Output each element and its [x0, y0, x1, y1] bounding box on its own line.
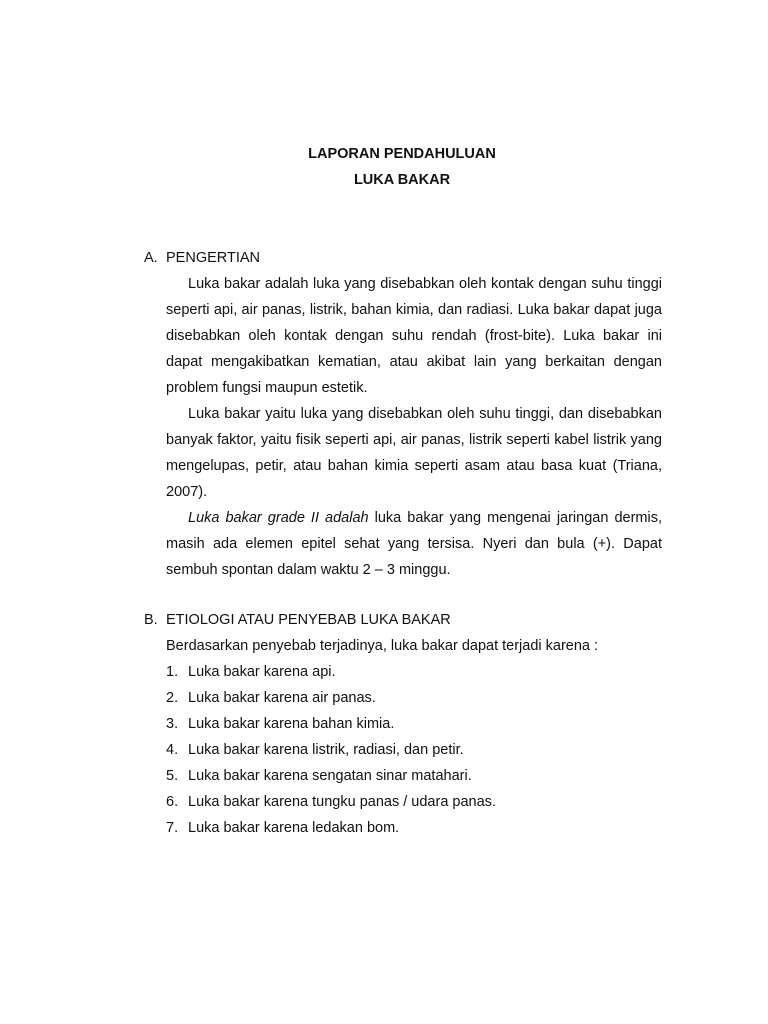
section-heading-text: ETIOLOGI ATAU PENYEBAB LUKA BAKAR: [166, 612, 451, 628]
list-number: 5.: [166, 768, 179, 784]
cause-list: [166, 659, 662, 841]
list-text: Luka bakar karena bahan kimia.: [188, 716, 395, 732]
section-heading: [144, 607, 662, 633]
paragraph-1: Luka bakar adalah luka yang disebabkan oleh kontak dengan suhu tinggi seperti api, air panas, listrik, bahan kimia, dan radiasi. Luka bakar dapat juga disebabkan oleh kontak dengan suhu rendah (frost-bite). Luka bakar ini dapat mengakibatkan kematian, atau akibat lain yang berkaitan dengan problem fungsi maupun estetik.: [166, 276, 662, 396]
paragraph-2: Luka bakar yaitu luka yang disebabkan oleh suhu tinggi, dan disebabkan banyak faktor, yaitu fisik seperti api, air panas, listrik seperti kabel listrik yang mengelupas, petir, atau bahan kimia seperti asam atau basa kuat (Triana, 2007).: [166, 406, 662, 500]
list-item: [166, 789, 662, 815]
title-line-2: LUKA BAKAR: [353, 172, 451, 188]
list-number: 2.: [166, 690, 179, 706]
title-line-1: LAPORAN PENDAHULUAN: [308, 146, 496, 162]
section-pengertian: [144, 245, 662, 583]
list-item: [166, 763, 662, 789]
section-body: [144, 633, 662, 841]
section-heading: [144, 245, 662, 271]
list-number: 3.: [166, 716, 179, 732]
list-number: 6.: [166, 794, 179, 810]
list-number: 1.: [166, 664, 179, 680]
section-intro: Berdasarkan penyebab terjadinya, luka bakar dapat terjadi karena :: [166, 638, 599, 654]
paragraph-3: [166, 505, 662, 583]
list-number: 4.: [166, 742, 179, 758]
section-body: [144, 271, 662, 583]
list-item: [166, 815, 662, 841]
paragraph-3-rest: luka bakar yang mengenai jaringan dermis, masih ada elemen epitel sehat yang tersisa. Nyeri dan bula (+). Dapat sembuh spontan dalam waktu 2 – 3 minggu.: [166, 510, 662, 578]
document-title: [0, 141, 768, 193]
list-text: Luka bakar karena tungku panas / udara panas.: [188, 794, 496, 810]
list-item: [166, 711, 662, 737]
list-text: Luka bakar karena api.: [188, 664, 336, 680]
section-letter: B.: [144, 612, 158, 628]
list-text: Luka bakar karena air panas.: [188, 690, 376, 706]
section-letter: A.: [144, 250, 158, 266]
section-heading-text: PENGERTIAN: [166, 250, 261, 266]
list-item: [166, 737, 662, 763]
list-number: 7.: [166, 820, 179, 836]
list-text: Luka bakar karena ledakan bom.: [188, 820, 400, 836]
list-text: Luka bakar karena listrik, radiasi, dan petir.: [188, 742, 464, 758]
list-text: Luka bakar karena sengatan sinar matahari.: [188, 768, 472, 784]
paragraph-3-italic: Luka bakar grade II adalah: [188, 510, 369, 526]
list-item: [166, 659, 662, 685]
list-item: [166, 685, 662, 711]
section-etiologi: [144, 607, 662, 841]
